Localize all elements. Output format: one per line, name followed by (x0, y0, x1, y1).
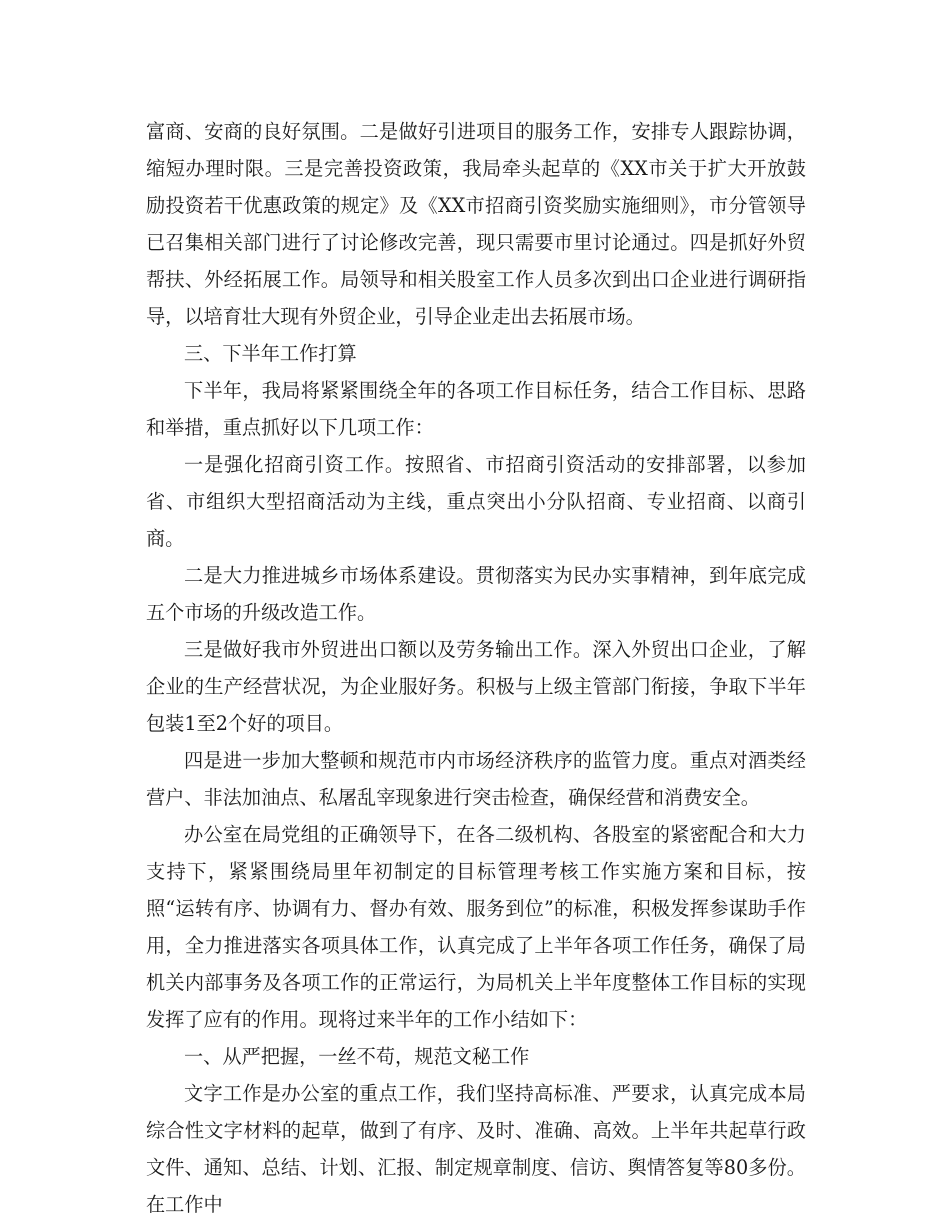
section-heading-second-half-plan: 三、下半年工作打算 (184, 342, 357, 365)
section-heading-secretarial-work: 一、从严把握，一丝不苟，规范文秘工作 (184, 1045, 530, 1068)
paragraph-intro-second-half: 下半年，我局将紧紧围绕全年的各项工作目标任务，结合工作目标、思路和举措，重点抓好以下几项工作： (146, 379, 806, 439)
paragraph-continued: 富商、安商的良好氛围。二是做好引进项目的服务工作，安排专人跟踪协调，缩短办理时限。三是完善投资政策，我局牵头起草的《XX市关于扩大开放鼓励投资若干优惠政策的规定》及《XX市招商引资奖励实施细则》，市分管领导已召集相关部门进行了讨论修改完善，现只需要市里讨论通过。四是抓好外贸帮扶、外经拓展工作。局领导和相关股室工作人员多次到出口企业进行调研指导，以培育壮大现有外贸企业，引导企业走出去拓展市场。 (146, 120, 806, 328)
paragraph-item-four: 四是进一步加大整顿和规范市内市场经济秩序的监管力度。重点对酒类经营户、非法加油点、私屠乱宰现象进行突击检查，确保经营和消费安全。 (146, 749, 806, 809)
document-body (146, 113, 806, 1223)
paragraph-item-three: 三是做好我市外贸进出口额以及劳务输出工作。深入外贸出口企业，了解企业的生产经营状况，为企业服好务。积极与上级主管部门衔接，争取下半年包装1至2个好的项目。 (146, 638, 806, 735)
paragraph-writing-work: 文字工作是办公室的重点工作，我们坚持高标准、严要求，认真完成本局综合性文字材料的起草，做到了有序、及时、准确、高效。上半年共起草行政文件、通知、总结、计划、汇报、制定规章制度、信访、舆情答复等80多份。在工作中 (146, 1082, 806, 1216)
paragraph-item-one: 一是强化招商引资工作。按照省、市招商引资活动的安排部署，以参加省、市组织大型招商活动为主线，重点突出小分队招商、专业招商、以商引商。 (146, 453, 806, 550)
paragraph-office-summary: 办公室在局党组的正确领导下，在各二级机构、各股室的紧密配合和大力支持下，紧紧围绕局里年初制定的目标管理考核工作实施方案和目标，按照“运转有序、协调有力、督办有效、服务到位”的标准，积极发挥参谋助手作用，全力推进落实各项具体工作，认真完成了上半年各项工作任务，确保了局机关内部事务及各项工作的正常运行，为局机关上半年度整体工作目标的实现发挥了应有的作用。现将过来半年的工作小结如下： (146, 823, 806, 1031)
paragraph-item-two: 二是大力推进城乡市场体系建设。贯彻落实为民办实事精神，到年底完成五个市场的升级改造工作。 (146, 564, 806, 624)
